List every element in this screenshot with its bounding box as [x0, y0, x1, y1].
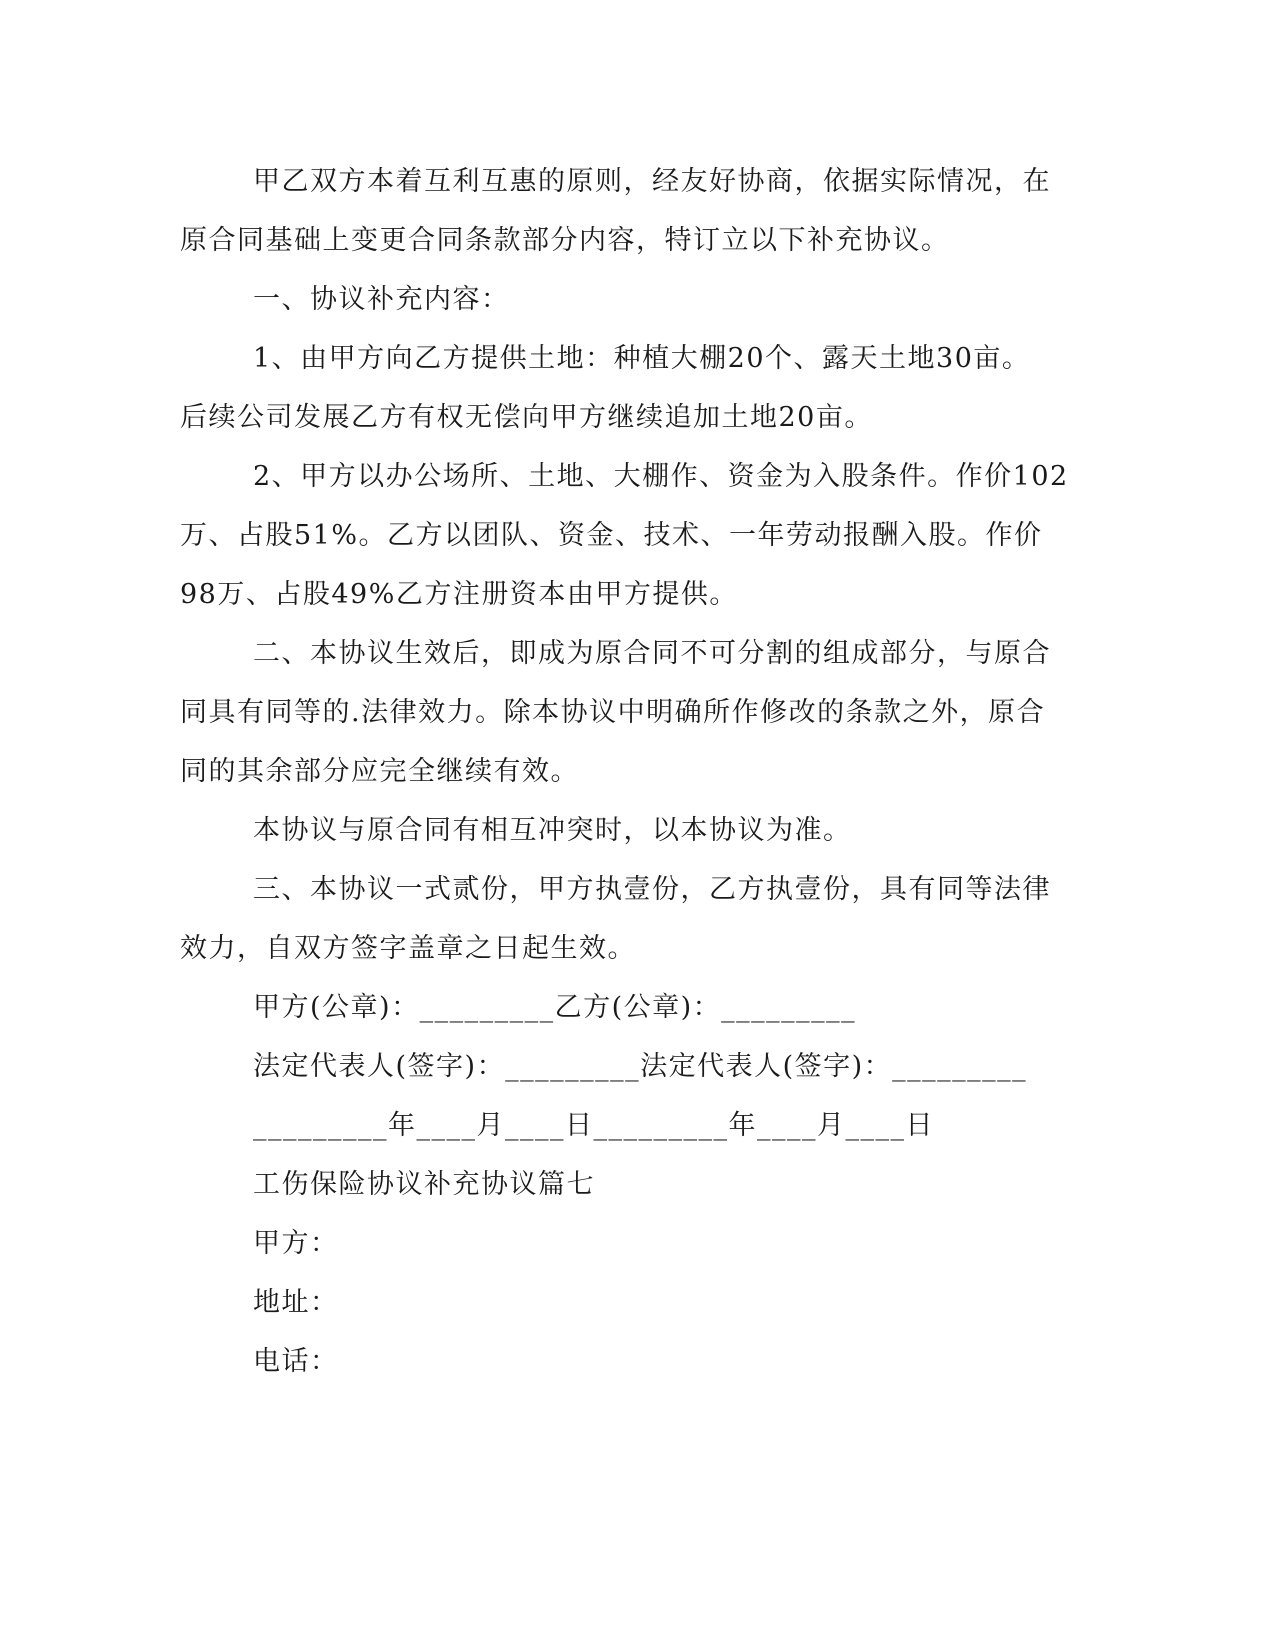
section-2-line-1: 二、本协议生效后，即成为原合同不可分割的组成部分，与原合: [253, 638, 1051, 669]
signature-date-line: _________年____月____日_________年____月____日: [253, 1110, 934, 1141]
clause-1-line-1: 1、由甲方向乙方提供土地：种植大棚20个、露天土地30亩。: [253, 343, 1031, 374]
section-2-line-3: 同的其余部分应完全继续有效。: [180, 756, 579, 787]
section-heading-supplement: 一、协议补充内容：: [253, 284, 510, 315]
section-2-line-2: 同具有同等的.法律效力。除本协议中明确所作修改的条款之外，原合: [180, 697, 1046, 728]
phone-label: 电话：: [253, 1346, 339, 1377]
clause-1-line-2: 后续公司发展乙方有权无偿向甲方继续追加土地20亩。: [180, 402, 873, 433]
conflict-clause: 本协议与原合同有相互冲突时，以本协议为准。: [253, 815, 852, 846]
paragraph-intro-line-1: 甲乙双方本着互利互惠的原则，经友好协商，依据实际情况，在: [253, 166, 1051, 197]
signature-seal-line: 甲方(公章)：_________乙方(公章)：_________: [253, 992, 857, 1023]
signature-representative-line: 法定代表人(签字)：_________法定代表人(签字)：_________: [253, 1051, 1028, 1082]
section-3-line-1: 三、本协议一式贰份，甲方执壹份，乙方执壹份，具有同等法律: [253, 874, 1051, 905]
address-label: 地址：: [253, 1287, 339, 1318]
clause-2-line-1: 2、甲方以办公场所、土地、大棚作、资金为入股条件。作价102: [253, 461, 1069, 492]
party-a-label: 甲方：: [253, 1228, 339, 1259]
paragraph-intro-line-2: 原合同基础上变更合同条款部分内容，特订立以下补充协议。: [180, 225, 950, 256]
document-page: [180, 152, 1080, 1391]
clause-2-line-3: 98万、占股49%乙方注册资本由甲方提供。: [180, 579, 738, 610]
clause-2-line-2: 万、占股51%。乙方以团队、资金、技术、一年劳动报酬入股。作价: [180, 520, 1043, 551]
next-section-title: 工伤保险协议补充协议篇七: [253, 1169, 595, 1200]
section-3-line-2: 效力，自双方签字盖章之日起生效。: [180, 933, 636, 964]
